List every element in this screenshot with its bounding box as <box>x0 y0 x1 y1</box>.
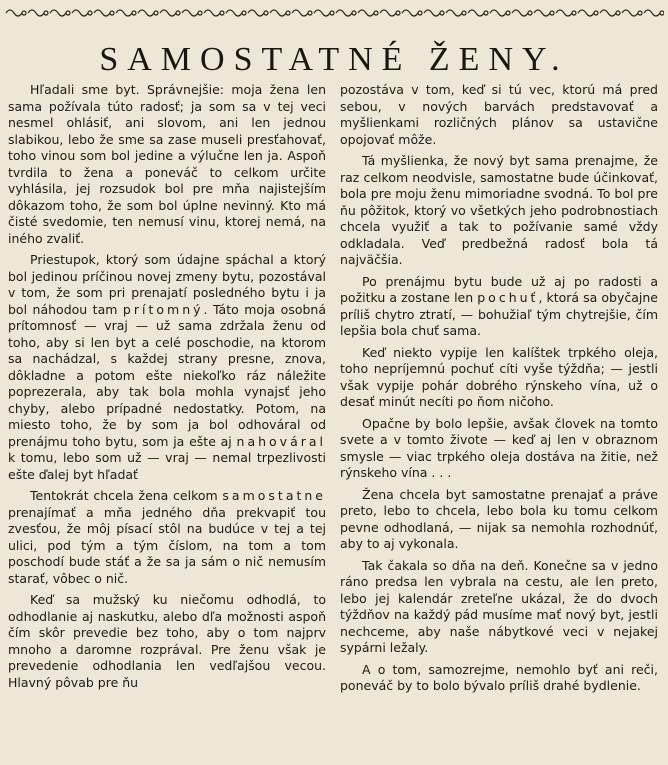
decorative-border <box>4 6 664 20</box>
spaced-word: prítomný <box>122 301 204 317</box>
paragraph: Po prenájmu bytu bude už aj po radosti a požitku a zostane len pochuť, ktorá sa obyčajne príliš chytro ztratí, — bohužiaľ tým chytrejšie, čím lepšia bola chuť sama. <box>340 273 658 338</box>
spaced-word: pochuť <box>477 290 539 305</box>
paragraph: Tentokrát chcela žena celkom samostatne prenajímať a mňa jedného dňa prekvapiť tou zvesťou, že môj písací stôl na budúce v tej a tej ulici, pod tým a tým číslom, na tom a tom poschodí bude stáť a že sa ja sám o nič nemusím starať, vôbec o nič. <box>8 488 326 586</box>
paragraph: Keď niekto vypije len kalíštek trpkého oleja, toho nepríjemnú pochuť cíti vyše týždňa; — jestli však vypije pohár dobrého rýnskeho vína, už o desať minút necíti po ňom ničoho. <box>340 344 658 409</box>
paragraph: A o tom, samozrejme, nemohlo byť ani reči, poneváč by to bolo bývalo príliš drahé bydlenie. <box>340 661 658 693</box>
paragraph: Keď sa mužský ku niečomu odhodlá, to odhodlanie aj naskutku, alebo dľa možnosti aspoň čím skôr prevedie bez toho, aby o tom najprv mnoho a daromne rozprával. Pre ženu však je prevedenie odhodlania len vedľajšou vecou. Hlavný pôvab pre ňu <box>8 592 326 690</box>
spaced-word: nahováral <box>236 433 326 449</box>
paragraph: Opačne by bolo lepšie, avšak človek na tomto svete a v tomto živote — keď aj len v obraznom smysle — viac trpkého oleja dostáva na žitie, než rýnskeho vína . . . <box>340 415 658 480</box>
left-column <box>8 82 326 696</box>
paragraph: Priestupok, ktorý som údajne spáchal a ktorý bol jedinou príčinou novej zmeny bytu, pozostával v tom, že som pri prenajatí posledného bytu i ja bol náhodou tam prítomný. Táto moja osobná prítomnosť — vraj — už sama zdržala ženu od toho, aby si len byt a celé poschodie, na ktorom sa nachádzal, s každej strany presne, znova, dôkladne a potom ešte niekoľko ráz náležite poprezerala, aby tak bola mohla vynajsť jeho chyby, alebo prípadné nedostatky. Potom, na miesto toho, že by som ja bol odhováral od prenájmu toho bytu, som ja ešte aj nahováral k tomu, lebo som už — vraj — nemal trpezlivosti ešte ďalej byt hľadať <box>8 252 327 482</box>
article-title: SAMOSTATNÉ ŽENY. <box>99 41 569 78</box>
paragraph: Hľadali sme byt. Správnejšie: moja žena len sama požívala túto radosť; ja som sa v tej veci nesmel ohlásiť, ani slovom, ani len jednou slabikou, lebo že sme sa zase museli presťahovať, toho vinou som bol jedine a výlučne len ja. Aspoň tvrdila to žena a poneváč to celkom určite vyhlásila, jej rozsudok bol pre mňa najistejším dôkazom toho, že som bol úplne nevinný. Kto má čisté svedomie, ten nemusí vinu, ktorej nemá, na iného zvaliť. <box>8 82 326 246</box>
right-column <box>340 82 658 700</box>
column-divider <box>332 84 333 759</box>
paragraph: Žena chcela byt samostatne prenajať a práve preto, lebo to chcela, lebo bola ku tomu celkom pevne odhodlaná, — nijak sa nemohla rozhodnúť, aby to aj vykonala. <box>340 486 658 551</box>
paragraph: Tá myšlienka, že nový byt sama prenajme, že raz celkom neodvisle, samostatne bude účinkovať, bola pre moju ženu mimoriadne svodná. To bol pre ňu pôžitok, ktorý vo všetkých jeho podrobnostiach chcela využiť a tak to požívanie samé vždy odkladala. Veď predbežná radosť bola tá najväčšia. <box>340 153 658 267</box>
paragraph: Tak čakala so dňa na deň. Konečne sa v jedno ráno predsa len vybrala na cestu, ale len preto, lebo jej kalendár zreteľne ukázal, že do dvoch týždňov na každý pád musíme mať nový byt, jestli nechceme, aby naše nábytkové veci v nejakej sypárni ležaly. <box>340 557 658 655</box>
paragraph: pozostáva v tom, keď si tú vec, ktorú má pred sebou, v nových barvách predstavovať a myšlienkami rozličných plánov sa ustavične opojovať môže. <box>340 82 658 147</box>
spaced-word: samostatne <box>222 488 326 503</box>
